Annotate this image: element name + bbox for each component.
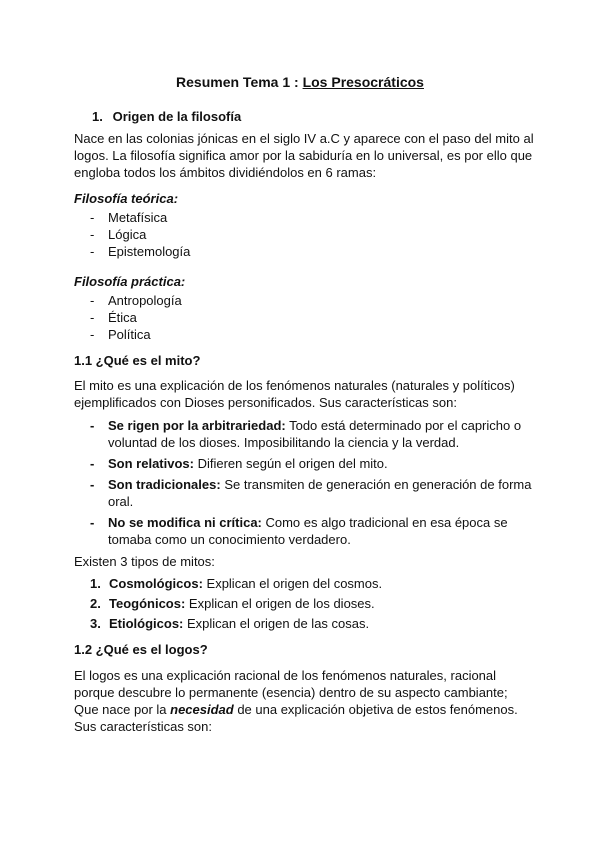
list-item: - Lógica [90, 227, 147, 242]
theoretical-list [90, 209, 540, 260]
title-underlined: Los Presocráticos [302, 74, 424, 90]
list-item: - Son relativos: Difieren según el origen del mito. [90, 456, 388, 471]
myth-types-list [90, 575, 540, 635]
list-item: - Son tradicionales: Se transmiten de generación en generación de forma oral. [90, 477, 532, 509]
intro-paragraph: Nace en las colonias jónicas en el siglo IV a.C y aparece con el paso del mito al logos. La filosofía significa amor por la sabiduría en lo universal, es por ello que engloba todos los ámbitos dividiéndolos en 6 ramas: [74, 131, 534, 180]
list-item: - Antropología [90, 293, 182, 308]
list-item: - Epistemología [90, 244, 191, 259]
logos-heading: 1.2 ¿Qué es el logos? [74, 642, 208, 657]
practical-heading: Filosofía práctica: [74, 274, 186, 289]
page-title [0, 73, 600, 91]
section-heading-origin [92, 108, 241, 125]
title-prefix: Resumen Tema 1 : [176, 74, 303, 90]
practical-list [90, 292, 540, 343]
list-item: - No se modifica ni crítica: Como es algo tradicional en esa época se tomaba como un conocimiento verdadero. [90, 515, 508, 547]
list-item: - Política [90, 327, 151, 342]
list-item: - Metafísica [90, 210, 168, 225]
myth-heading: 1.1 ¿Qué es el mito? [74, 353, 201, 368]
logos-intro: El logos es una explicación racional de los fenómenos naturales, racional porque descubre lo permanente (esencia) dentro de su aspecto cambiante; Que nace por la necesidad de una explicación objetiva de estos fenómenos. Sus características son: [74, 668, 518, 734]
list-item: 1. Cosmológicos: Explican el origen del cosmos. [90, 576, 383, 591]
myth-intro: El mito es una explicación de los fenómenos naturales (naturales y políticos) ejemplificados con Dioses personificados. Sus características son: [74, 378, 515, 410]
list-item: - Ética [90, 310, 137, 325]
section-title: Origen de la filosofía [112, 109, 242, 124]
myth-types-intro: Existen 3 tipos de mitos: [74, 554, 215, 569]
list-item: 3. Etiológicos: Explican el origen de las cosas. [90, 616, 370, 631]
list-item: 2. Teogónicos: Explican el origen de los dioses. [90, 596, 375, 611]
myth-characteristics-list [90, 417, 540, 548]
section-number: 1. [92, 109, 103, 124]
list-item: - Se rigen por la arbitrariedad: Todo está determinado por el capricho o voluntad de los dioses. Imposibilitando la ciencia y la verdad. [90, 418, 522, 450]
emphasis-necesidad: necesidad [170, 702, 234, 717]
theoretical-heading: Filosofía teórica: [74, 191, 179, 206]
